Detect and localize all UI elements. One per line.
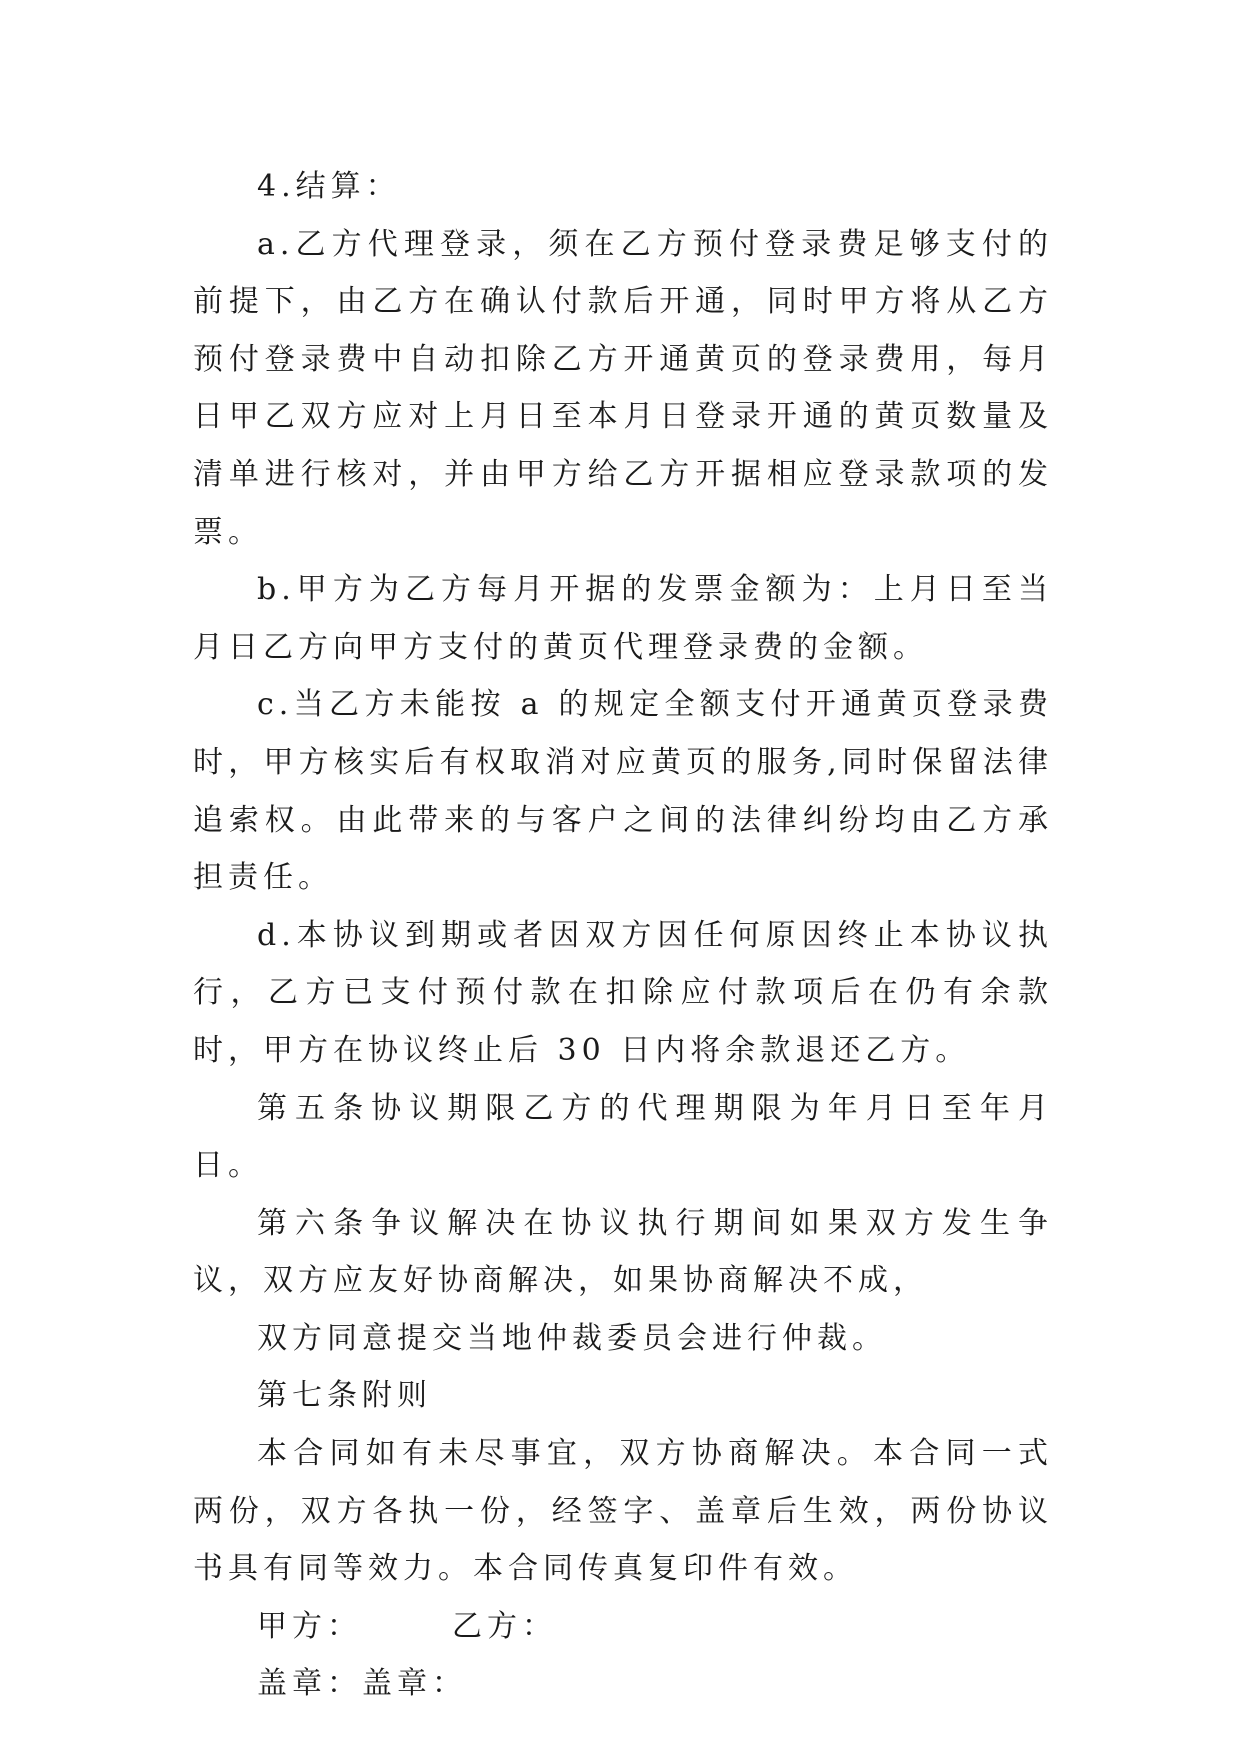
clause-c: c.当乙方未能按 a 的规定全额支付开通黄页登录费时，甲方核实后有权取消对应黄页的服务,同时保留法律追索权。由此带来的与客户之间的法律纠纷均由乙方承担责任。: [193, 687, 1053, 896]
section-heading-settlement: 4.结算：: [257, 169, 401, 204]
clause-a: a.乙方代理登录，须在乙方预付登录费足够支付的前提下，由乙方在确认付款后开通，同时甲方将从乙方预付登录费中自动扣除乙方开通黄页的登录费用，每月日甲乙双方应对上月日至本月日登录开通的黄页数量及清单进行核对，并由甲方给乙方开据相应登录款项的发票。: [193, 226, 1053, 550]
seal-b-label: 盖章：: [362, 1666, 467, 1702]
seal-a-label: 盖章：: [257, 1666, 362, 1702]
clause-b: b.甲方为乙方每月开据的发票金额为：上月日至当月日乙方向甲方支付的黄页代理登录费的金额。: [193, 572, 1053, 665]
party-signature-line: [193, 1598, 1053, 1656]
party-a-label: 甲方：: [257, 1608, 362, 1644]
party-b-label: 乙方：: [452, 1608, 557, 1644]
clause-d: d.本协议到期或者因双方因任何原因终止本协议执行，乙方已支付预付款在扣除应付款项后在仍有余款时，甲方在协议终止后 30 日内将余款退还乙方。: [193, 917, 1053, 1068]
seal-line: [193, 1655, 1053, 1713]
article-7-body: 本合同如有未尽事宜，双方协商解决。本合同一式两份，双方各执一份，经签字、盖章后生效，两份协议书具有同等效力。本合同传真复印件有效。: [193, 1436, 1053, 1587]
article-7-heading: 第七条附则: [257, 1378, 432, 1414]
article-6-dispute: 第六条争议解决在协议执行期间如果双方发生争议，双方应友好协商解决，如果协商解决不成，: [193, 1205, 1053, 1299]
article-6-arbitration: 双方同意提交当地仲裁委员会进行仲裁。: [257, 1320, 887, 1356]
document-body: [193, 158, 1053, 1713]
article-5-term: 第五条协议期限乙方的代理期限为年月日至年月日。: [193, 1090, 1053, 1184]
